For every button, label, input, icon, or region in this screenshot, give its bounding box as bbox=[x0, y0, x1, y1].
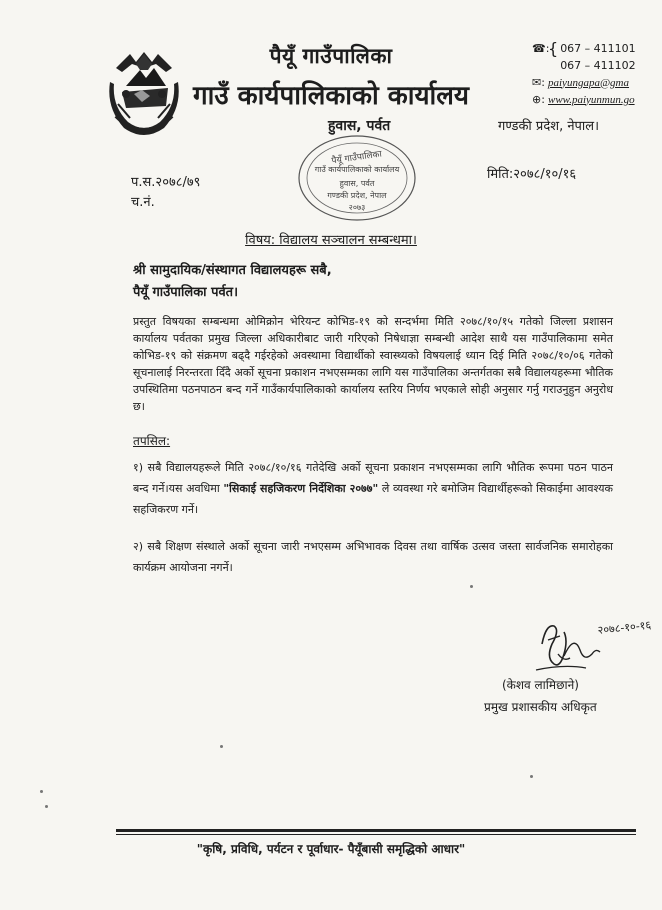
list-item-1 bbox=[133, 457, 613, 520]
scan-speck bbox=[220, 745, 223, 748]
dispatch-number: च.नं. bbox=[131, 195, 155, 210]
phone-number-1: 067 – 411101 bbox=[560, 42, 636, 55]
body-paragraph: प्रस्तुत विषयका सम्बन्धमा ओमिक्रोन भेरियन्ट कोभिड-१९ को सन्दर्भमा मिति २०७८/१०/१५ गतेको जिल्ला प्रशासन कार्यालय पर्वतका प्रमुख जिल्ला अधिकारीबाट जारी गरिएको निषेधाज्ञा सम्बन्धी आदेश साथै यस गाउँपालिकामा समेत कोभिड-१९ को संक्रमण बढ्दै गईरहेको अवस्थामा विद्यार्थीको स्वास्थ्यको विषयलाई ध्यान दिई मिति २०७८/१०/०६ गतेको सूचनालाई निरन्तरता दिँदै अर्को सूचना प्रकाशन नभएसम्मका लागि यस गाउँपालिका अन्तर्गतका सबै विद्यालयहरूमा भौतिक उपस्थितिमा पठनपाठन बन्द गर्ने गाउँकार्यपालिकाको कार्यालय स्तरिय निर्णय भएकाले सोही अनुसार गर्नु गराउनुहुन अनुरोध छ। bbox=[133, 315, 613, 413]
addressee-line-1: श्री सामुदायिक/संस्थागत विद्यालयहरू सबै, bbox=[133, 263, 332, 278]
letter-date: मिति:२०७८/१०/१६ bbox=[487, 167, 577, 182]
footer-rule-thick bbox=[116, 829, 636, 832]
addressee-line-2: पैयूँ गाउँपालिका पर्वत। bbox=[133, 285, 239, 300]
annex-label: तपसिल: bbox=[133, 434, 171, 448]
stamp-line-2: गाउँ कार्यपालिकाको कार्यालय bbox=[314, 165, 400, 174]
signer-title: प्रमुख प्रशासकीय अधिकृत bbox=[484, 700, 597, 714]
phone-row-2 bbox=[532, 57, 662, 74]
signature-date: २०७८-१०-१६ bbox=[596, 618, 652, 637]
stamp-line-4: गण्डकी प्रदेश, नेपाल bbox=[327, 191, 387, 200]
province-name: गण्डकी प्रदेश, नेपाल। bbox=[498, 119, 600, 134]
scan-speck bbox=[45, 805, 48, 808]
website-url: www.paiyunmun.go bbox=[548, 93, 635, 106]
scan-speck bbox=[470, 585, 473, 588]
footer-rule-thin bbox=[116, 834, 636, 835]
list-item-1-bold: "सिकाई सहजिकरण निर्देशिका २०७७" bbox=[223, 482, 379, 495]
stamp-line-3: हुवास, पर्वत bbox=[339, 179, 375, 188]
office-location: हुवास, पर्वत bbox=[328, 118, 391, 134]
list-item-2: २) सबै शिक्षण संस्थाले अर्को सूचना जारी नभएसम्म अभिभावक दिवस तथा वार्षिक उत्सव जस्ता सार्वजनिक समारोहका कार्यक्रम आयोजना नगर्ने। bbox=[133, 540, 613, 574]
stamp-line-1: पैयूँ गाउँपालिका bbox=[330, 149, 383, 167]
email-address: paiyungapa@gma bbox=[548, 76, 630, 89]
subject-text: विषय: विद्यालय सञ्चालन सम्बन्धमा। bbox=[245, 233, 417, 248]
contact-block bbox=[532, 40, 662, 108]
globe-icon: ⊕: bbox=[532, 93, 545, 106]
phone-icon: ☎: bbox=[532, 42, 550, 55]
reference-number: प.स.२०७८/७९ bbox=[131, 175, 201, 190]
phone-number-2: 067 – 411102 bbox=[560, 59, 636, 72]
official-stamp bbox=[292, 130, 422, 226]
stamp-line-5: २०७३ bbox=[348, 203, 366, 212]
municipality-name: पैयूँ गाउँपालिका bbox=[269, 44, 393, 68]
list-item-1-post: ले व्यवस्था गरे बमोजिम विद्यार्थीहरूको सिकाईमा आवश्यक सहजिकरण गर्ने। bbox=[133, 482, 613, 516]
footer-slogan: "कृषि, प्रविधि, पर्यटन र पूर्वाधार- पैयूँबासी समृद्धिको आधार" bbox=[196, 842, 466, 856]
office-name: गाउँ कार्यपालिकाको कार्यालय bbox=[193, 81, 469, 111]
subject-line bbox=[0, 230, 662, 248]
list-item-1-pre: १) सबै विद्यालयहरूले मिति २०७८/१०/१६ गतेदेखि अर्को सूचना प्रकाशन नभएसम्मका लागि भौतिक रूपमा पठन पाठन बन्द गर्ने।यस अवधिमा bbox=[133, 461, 613, 495]
signer-name: (केशव लामिछाने) bbox=[502, 678, 579, 692]
website-row bbox=[532, 91, 662, 108]
email-icon: ✉: bbox=[532, 76, 545, 89]
scan-speck bbox=[40, 790, 43, 793]
handwritten-signature bbox=[534, 614, 652, 680]
phone-row-1: ☎: { 067 – 411101 bbox=[532, 39, 636, 58]
email-row bbox=[532, 74, 662, 91]
scan-speck bbox=[530, 775, 533, 778]
